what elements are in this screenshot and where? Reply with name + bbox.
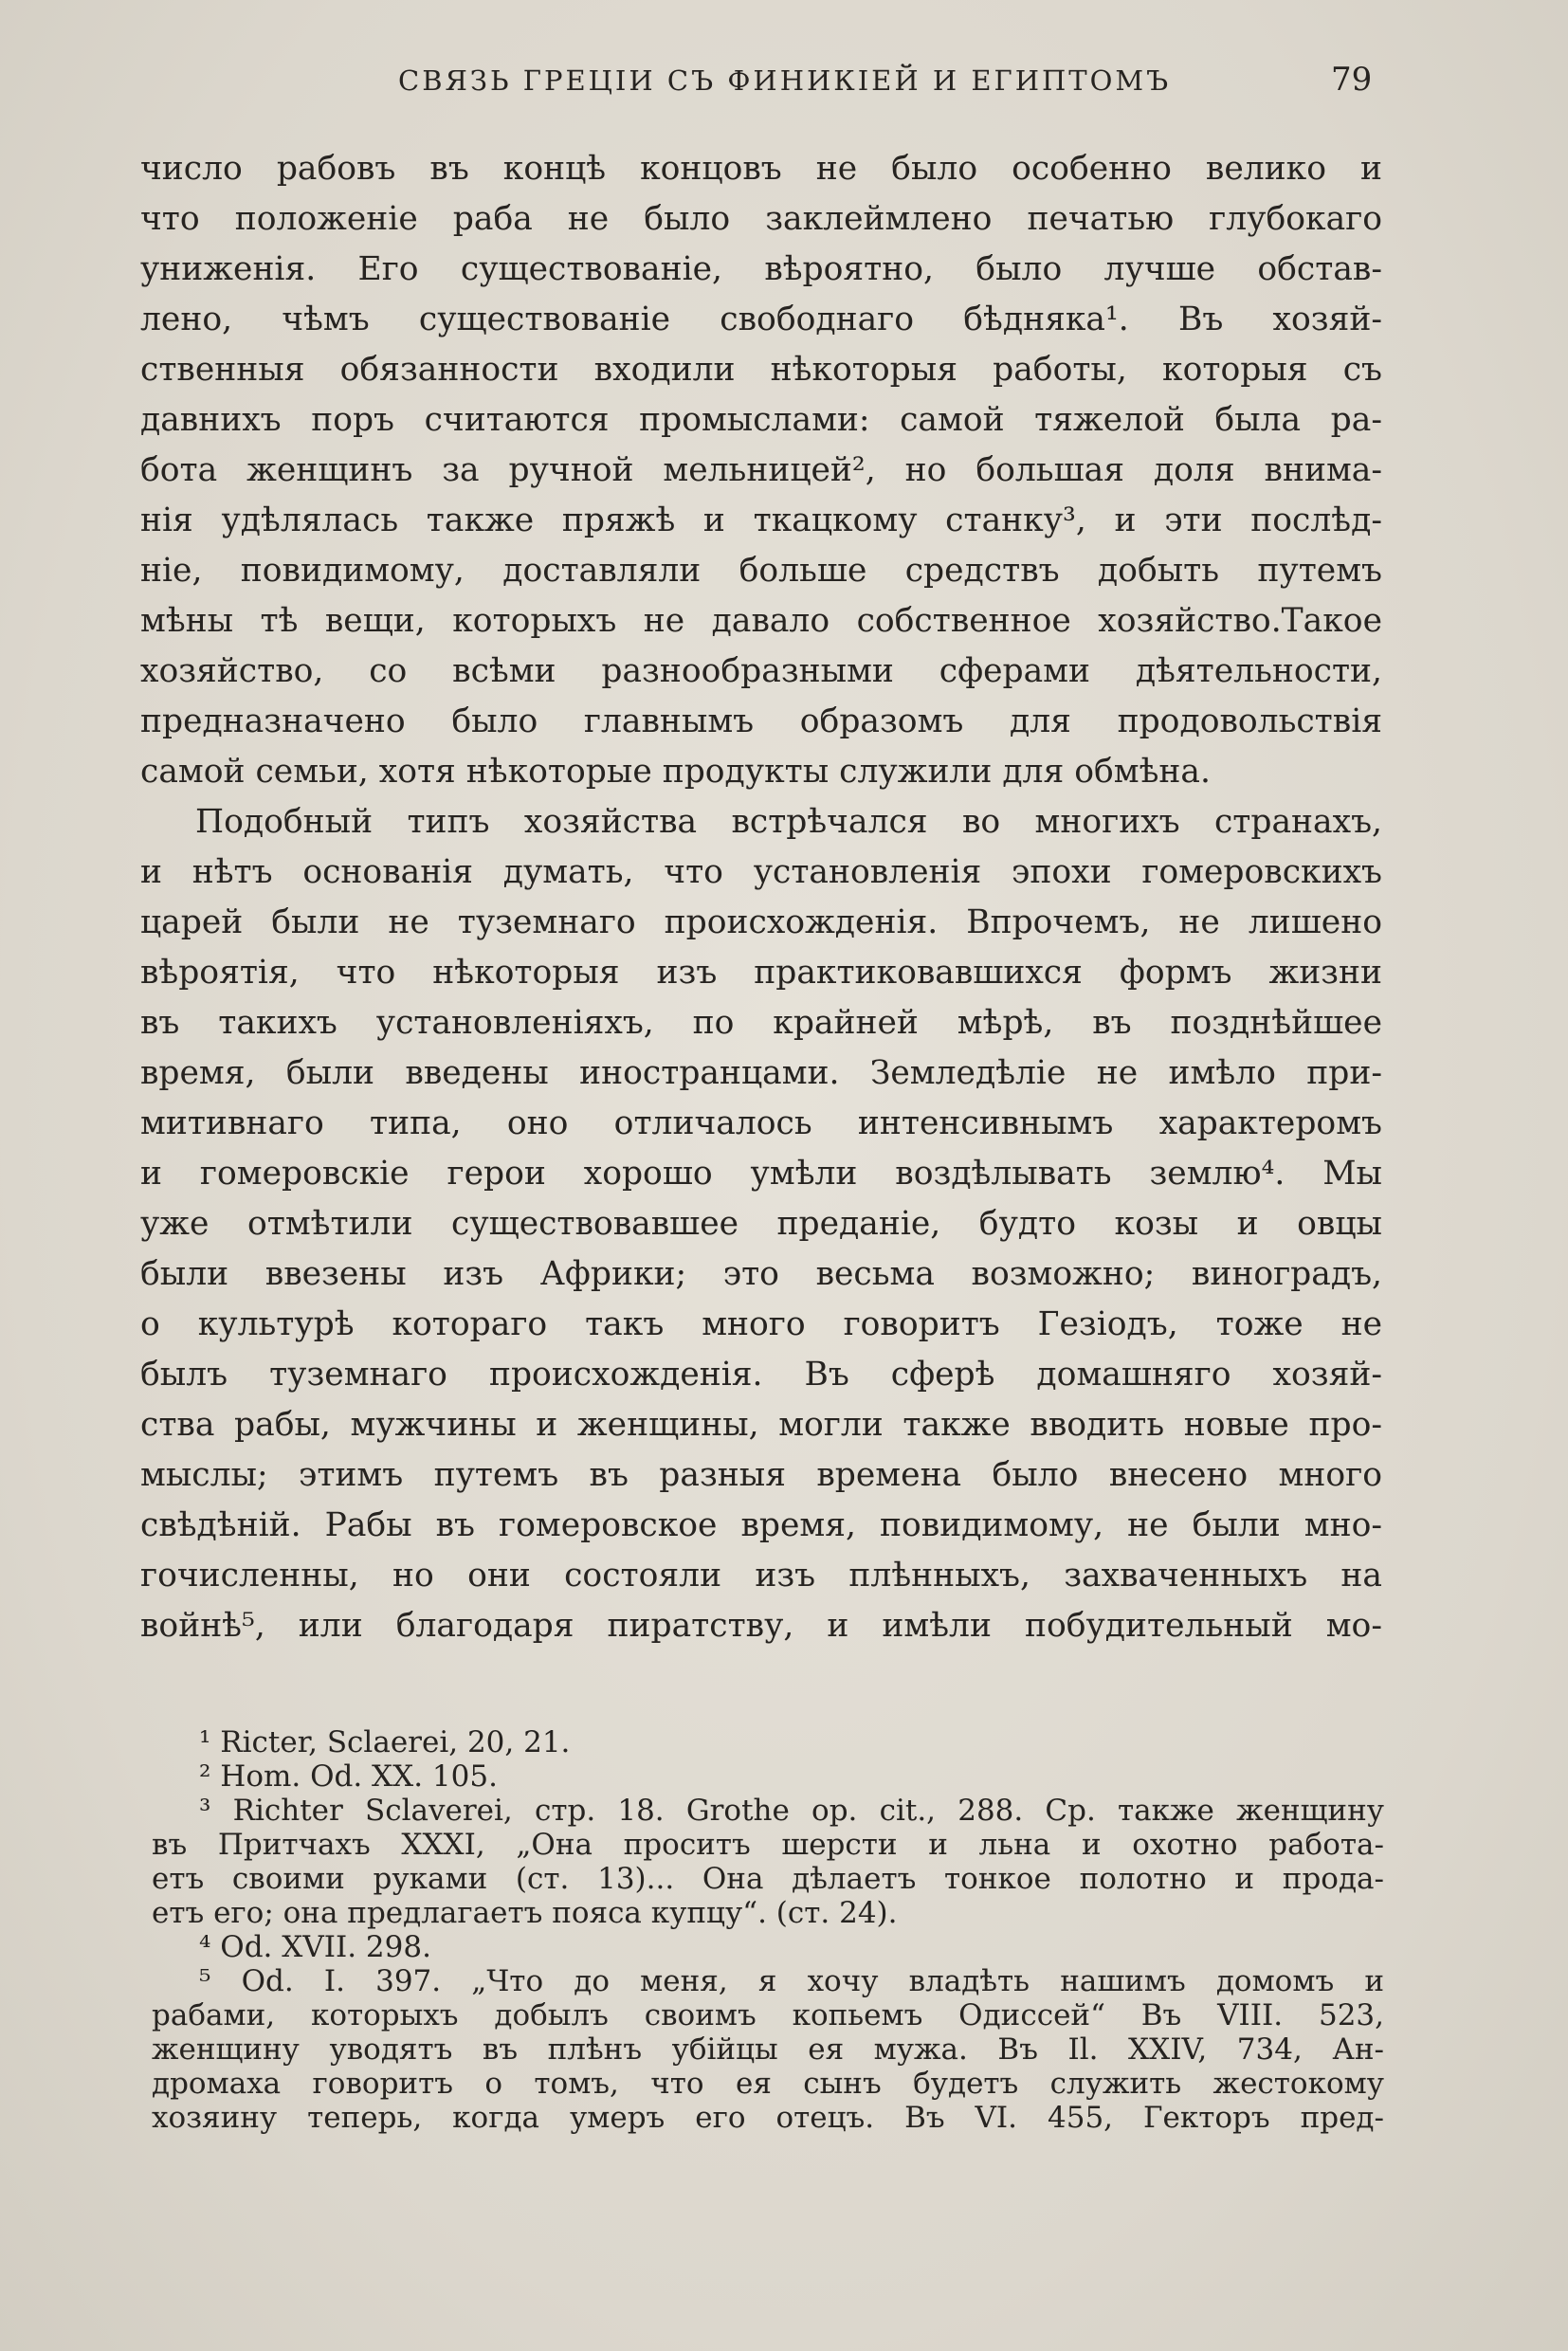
page-header (0, 59, 1568, 112)
body-line: предназначено было главнымъ образомъ для продовольствія (140, 702, 1382, 740)
footnote-line: рабами, которыхъ добылъ своимъ копьемъ Одиссей“ Въ VIII. 523, (152, 1998, 1384, 2032)
body-line: бота женщинъ за ручной мельницей², но большая доля внима- (140, 451, 1382, 489)
body-line: о культурѣ котораго такъ много говоритъ Гезіодъ, тоже не (140, 1305, 1382, 1343)
body-line: что положеніе раба не было заклеймлено печатью глубокаго (140, 200, 1382, 238)
body-line: время, были введены иностранцами. Земледѣліе не имѣло при- (140, 1054, 1382, 1092)
footnote-line: въ Притчахъ XXXI, „Она проситъ шерсти и льна и охотно работа- (152, 1828, 1384, 1862)
footnote-line: женщину уводятъ въ плѣнъ убійцы ея мужа. Въ Il. XXIV, 734, Ан- (152, 2032, 1384, 2067)
body-line: митивнаго типа, оно отличалось интенсивнымъ характеромъ (140, 1104, 1382, 1142)
body-line: хозяйство, со всѣми разнообразными сферами дѣятельности, (140, 652, 1382, 690)
footnotes (152, 1725, 1384, 2135)
footnote-line: ⁴ Od. XVII. 298. (199, 1930, 431, 1964)
body-line: въ такихъ установленіяхъ, по крайней мѣрѣ, въ позднѣйшее (140, 1004, 1382, 1042)
body-line: самой семьи, хотя нѣкоторые продукты служили для обмѣна. (140, 753, 1211, 791)
footnote-line: ² Hom. Od. XX. 105. (199, 1759, 498, 1794)
body-line: войнѣ⁵, или благодаря пиратству, и имѣли побудительный мо- (140, 1607, 1382, 1645)
body-line: мыслы; этимъ путемъ въ разныя времена было внесено много (140, 1456, 1382, 1494)
running-title: СВЯЗЬ ГРЕЦІИ СЪ ФИНИКІЕЙ И ЕГИПТОМЪ (398, 64, 1172, 97)
body-text (140, 144, 1382, 1651)
body-line: и нѣтъ основанія думать, что установленія эпохи гомеровскихъ (140, 853, 1382, 891)
body-line: царей были не туземнаго происхожденія. Впрочемъ, не лишено (140, 903, 1382, 941)
body-line: Подобный типъ хозяйства встрѣчался во многихъ странахъ, (195, 803, 1382, 841)
footnote-line: хозяину теперь, когда умеръ его отецъ. Въ VI. 455, Гекторъ пред- (152, 2101, 1384, 2135)
body-line: ственныя обязанности входили нѣкоторыя работы, которыя съ (140, 351, 1382, 389)
footnote-line: ³ Richter Sclaverei, стр. 18. Grothe op. cit., 288. Ср. также женщину (199, 1794, 1384, 1828)
body-line: были ввезены изъ Африки; это весьма возможно; виноградъ, (140, 1255, 1382, 1293)
body-line: ства рабы, мужчины и женщины, могли также вводить новые про- (140, 1406, 1382, 1444)
body-line: лено, чѣмъ существованіе свободнаго бѣдняка¹. Въ хозяй- (140, 301, 1382, 338)
footnote-line: ¹ Ricter, Sclaerei, 20, 21. (199, 1725, 571, 1759)
body-line: уже отмѣтили существовавшее преданіе, будто козы и овцы (140, 1205, 1382, 1243)
footnote-line: етъ его; она предлагаетъ пояса купцу“. (ст. 24). (152, 1896, 898, 1930)
body-line: ніе, повидимому, доставляли больше средствъ добыть путемъ (140, 552, 1382, 590)
body-line: былъ туземнаго происхожденія. Въ сферѣ домашняго хозяй- (140, 1356, 1382, 1394)
page-number: 79 (1331, 61, 1373, 99)
body-line: давнихъ поръ считаются промыслами: самой тяжелой была ра- (140, 401, 1382, 439)
body-line: нія удѣлялась также пряжѣ и ткацкому станку³, и эти послѣд- (140, 501, 1382, 539)
body-line: число рабовъ въ концѣ концовъ не было особенно велико и (140, 150, 1382, 188)
body-line: и гомеровскіе герои хорошо умѣли воздѣлывать землю⁴. Мы (140, 1155, 1382, 1193)
body-line: гочисленны, но они состояли изъ плѣнныхъ, захваченныхъ на (140, 1557, 1382, 1595)
body-line: свѣдѣній. Рабы въ гомеровское время, повидимому, не были мно- (140, 1506, 1382, 1544)
footnote-line: дромаха говоритъ о томъ, что ея сынъ будетъ служить жестокому (152, 2067, 1384, 2101)
body-line: униженія. Его существованіе, вѣроятно, было лучше обстав- (140, 250, 1382, 288)
footnote-line: ⁵ Od. I. 397. „Что до меня, я хочу владѣть нашимъ домомъ и (199, 1964, 1384, 1998)
footnote-line: етъ своими руками (ст. 13)... Она дѣлаетъ тонкое полотно и прода- (152, 1862, 1384, 1896)
body-line: вѣроятія, что нѣкоторыя изъ практиковавшихся формъ жизни (140, 954, 1382, 992)
body-line: мѣны тѣ вещи, которыхъ не давало собственное хозяйство.Такое (140, 602, 1382, 640)
